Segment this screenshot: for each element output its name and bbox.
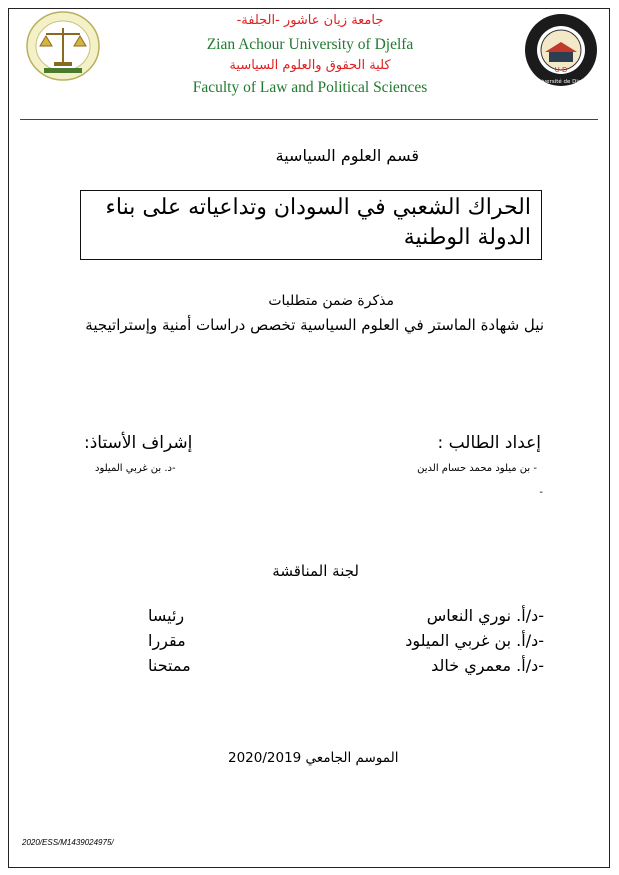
memo-line-2: نيل شهادة الماستر في العلوم السياسية تخصص دراسات أمنية وإستراتيجية [85, 316, 544, 334]
supervisor-name: -د. بن غربي الميلود [95, 463, 176, 474]
seal-letters: U D [554, 66, 568, 74]
student-name: - بن ميلود محمد حسام الدين [417, 463, 537, 474]
committee-member-name: -د/أ. نوري النعاس [426, 606, 544, 625]
student-extra: - [539, 487, 543, 498]
committee-member-role: ممتحنا [148, 656, 191, 675]
department-name: قسم العلوم السياسية [275, 146, 419, 165]
committee-title: لجنة المناقشة [272, 562, 359, 580]
university-seal-logo [523, 12, 599, 88]
university-name-en: Zian Achour University of Djelfa [206, 36, 414, 53]
faculty-name-ar: كلية الحقوق والعلوم السياسية [229, 58, 391, 73]
faculty-name-en: Faculty of Law and Political Sciences [192, 79, 428, 96]
university-name-ar: جامعة زيان عاشور -الجلفة- [236, 13, 384, 28]
academic-season: الموسم الجامعي 2020/2019 [228, 750, 399, 766]
committee-member-role: مقررا [148, 631, 186, 650]
committee-member-name: -د/أ. بن غربي الميلود [405, 631, 544, 650]
memo-line-1: مذكرة ضمن متطلبات [268, 293, 394, 309]
committee-member-name: -د/أ. معمري خالد [431, 656, 544, 675]
seal-caption: Université de Djelfa [533, 79, 589, 85]
thesis-title: الحراك الشعبي في السودان وتداعياته على بناء الدولة الوطنية [105, 195, 531, 250]
supervisor-label: إشراف الأستاذ: [84, 433, 193, 453]
law-faculty-logo [24, 10, 102, 82]
thesis-title-box [80, 190, 542, 260]
student-label: إعداد الطالب : [437, 433, 541, 453]
document-reference: 2020/ESS/M1439024975/ [22, 838, 114, 847]
committee-member-role: رئيسا [148, 606, 185, 625]
header-divider [20, 119, 598, 120]
